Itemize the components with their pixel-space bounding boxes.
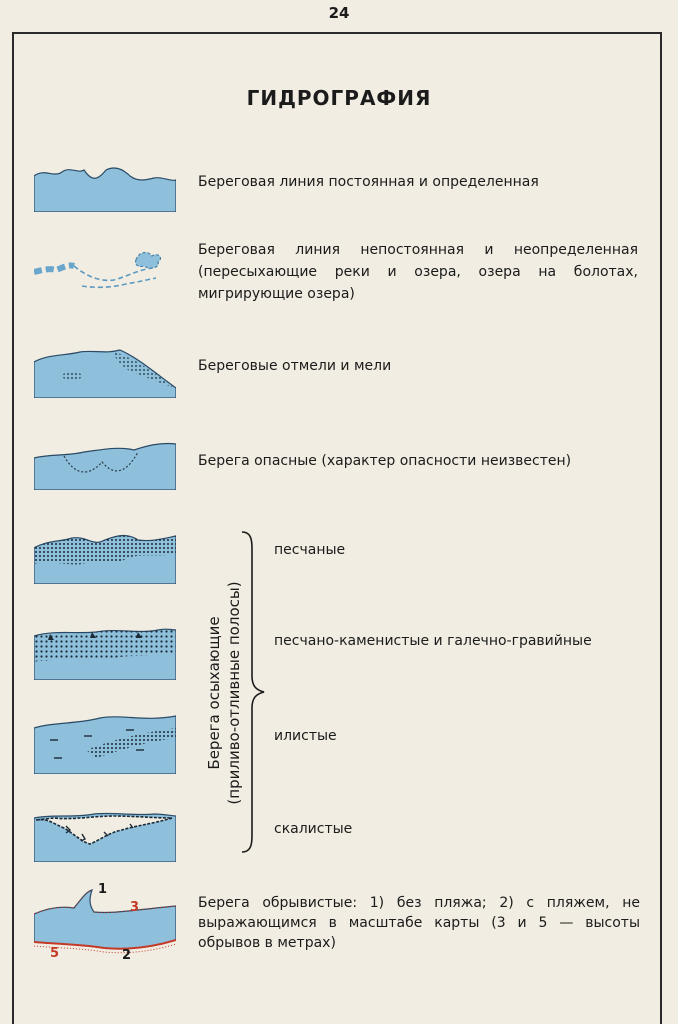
sandy-stony-drying-shore-symbol — [34, 624, 176, 680]
constant-shoreline-label: Береговая линия постоянная и определенная — [198, 174, 539, 190]
inconstant-shoreline-label-line3: мигрирующие озера) — [198, 286, 355, 302]
dangerous-shores-label: Берега опасные (характер опасности неизвестен) — [198, 453, 572, 469]
cliff-shores-label-line2: выражающимся в масштабе карты (3 и 5 — высоты — [198, 915, 640, 931]
cliff-number-3: 3 — [130, 900, 140, 915]
cliff-number-1: 1 — [98, 882, 108, 897]
muddy-drying-shore-symbol — [34, 710, 176, 774]
cliff-shores-label-line1: Берега обрывистые: 1) без пляжа; 2) с пляжем, не — [198, 895, 640, 911]
shoals-symbol — [34, 348, 176, 398]
inconstant-shoreline-label-line2: (пересыхающие реки и озера, озера на болотах, — [198, 264, 638, 280]
cliff-number-5: 5 — [50, 946, 60, 961]
page-heading: ГИДРОГРАФИЯ — [246, 86, 432, 110]
drying-shores-label-line2: (приливо-отливные полосы) — [225, 581, 243, 805]
sandy-stony-subtype-label: песчано-каменистые и галечно-гравийные — [274, 633, 592, 649]
sandy-drying-shore-symbol — [34, 530, 176, 584]
cliff-shores-symbol — [34, 884, 176, 964]
muddy-subtype-label: илистые — [274, 728, 337, 744]
constant-shoreline-symbol — [34, 164, 176, 212]
inconstant-shoreline-symbol — [34, 246, 176, 292]
rocky-drying-shore-symbol — [34, 808, 176, 862]
sandy-subtype-label: песчаные — [274, 542, 346, 558]
inconstant-shoreline-label-line1: Береговая линия непостоянная и неопределенная — [198, 242, 638, 258]
drying-shores-label-line1: Берега осыхающие — [205, 616, 223, 770]
cliff-shores-label-line3: обрывов в метрах) — [198, 935, 336, 951]
dangerous-shores-symbol — [34, 440, 176, 490]
cliff-number-2: 2 — [122, 948, 132, 963]
shoals-label: Береговые отмели и мели — [198, 358, 392, 374]
page-number: 24 — [328, 4, 350, 22]
rocky-subtype-label: скалистые — [274, 821, 353, 837]
group-brace — [238, 530, 268, 856]
